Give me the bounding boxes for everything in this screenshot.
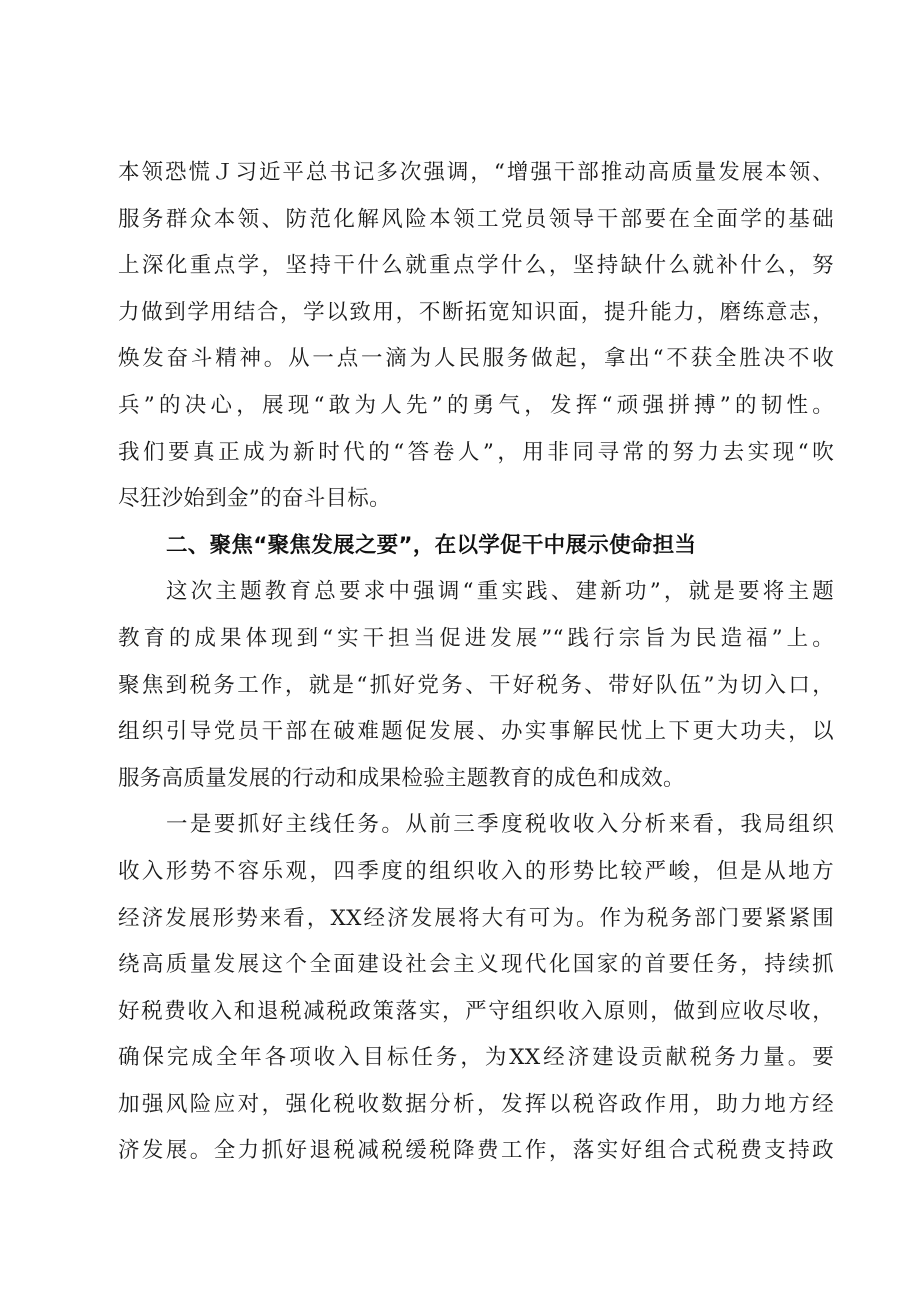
paragraph-3 (118, 802, 834, 1175)
text-line: 聚焦到税务工作，就是“抓好党务、干好税务、带好队伍”为切入口， (118, 672, 834, 698)
text-line: 焕发奋斗精神。从一点一滴为人民服务做起，拿出“不获全胜决不收 (118, 346, 834, 372)
text-line: 这次主题教育总要求中强调“重实践、建新功”，就是要将主题 (166, 579, 834, 605)
text-line: 兵”的决心，展现“敢为人先”的勇气，发挥“顽强拼搏”的韧性。 (118, 392, 834, 418)
paragraph-1 (118, 150, 834, 523)
text-line: 济发展。全力抓好退税减税缓税降费工作，落实好组合式税费支持政 (118, 1138, 834, 1164)
text-line: 加强风险应对，强化税收数据分析，发挥以税咨政作用，助力地方经 (118, 1091, 834, 1117)
text-line: 力做到学用结合，学以致用，不断拓宽知识面，提升能力，磨练意志， (118, 299, 834, 325)
text-line: 上深化重点学，坚持干什么就重点学什么，坚持缺什么就补什么，努 (118, 253, 834, 279)
text-line: 确保完成全年各项收入目标任务，为XX经济建设贡献税务力量。要 (118, 1045, 834, 1071)
paragraph-2 (118, 569, 834, 802)
text-line: 本领恐慌Ｊ习近平总书记多次强调，“增强干部推动高质量发展本领、 (118, 160, 834, 185)
text-line: 收入形势不容乐观，四季度的组织收入的形势比较严峻，但是从地方 (118, 858, 834, 884)
text-line: 经济发展形势来看，XX经济发展将大有可为。作为税务部门要紧紧围 (118, 905, 834, 931)
text-line: 我们要真正成为新时代的“答卷人”，用非同寻常的努力去实现“吹 (118, 439, 834, 465)
text-line: 服务高质量发展的行动和成果检验主题教育的成色和成效。 (118, 765, 685, 791)
section-heading: 二、聚焦“聚焦发展之要”，在以学促干中展示使命担当 (166, 532, 697, 558)
text-line: 组织引导党员干部在破难题促发展、办实事解民忧上下更大功夫，以 (118, 719, 834, 745)
text-line: 服务群众本领、防范化解风险本领工党员领导干部要在全面学的基础 (118, 206, 834, 232)
text-line: 教育的成果体现到“实干担当促进发展”“践行宗旨为民造福”上。 (118, 625, 834, 651)
text-line: 尽狂沙始到金”的奋斗目标。 (118, 486, 391, 512)
text-line: 好税费收入和退税减税政策落实，严守组织收入原则，做到应收尽收， (118, 998, 834, 1024)
text-line: 绕高质量发展这个全面建设社会主义现代化国家的首要任务，持续抓 (118, 952, 834, 978)
document-body (118, 150, 834, 1175)
text-line: 一是要抓好主线任务。从前三季度税收收入分析来看，我局组织 (166, 812, 834, 838)
